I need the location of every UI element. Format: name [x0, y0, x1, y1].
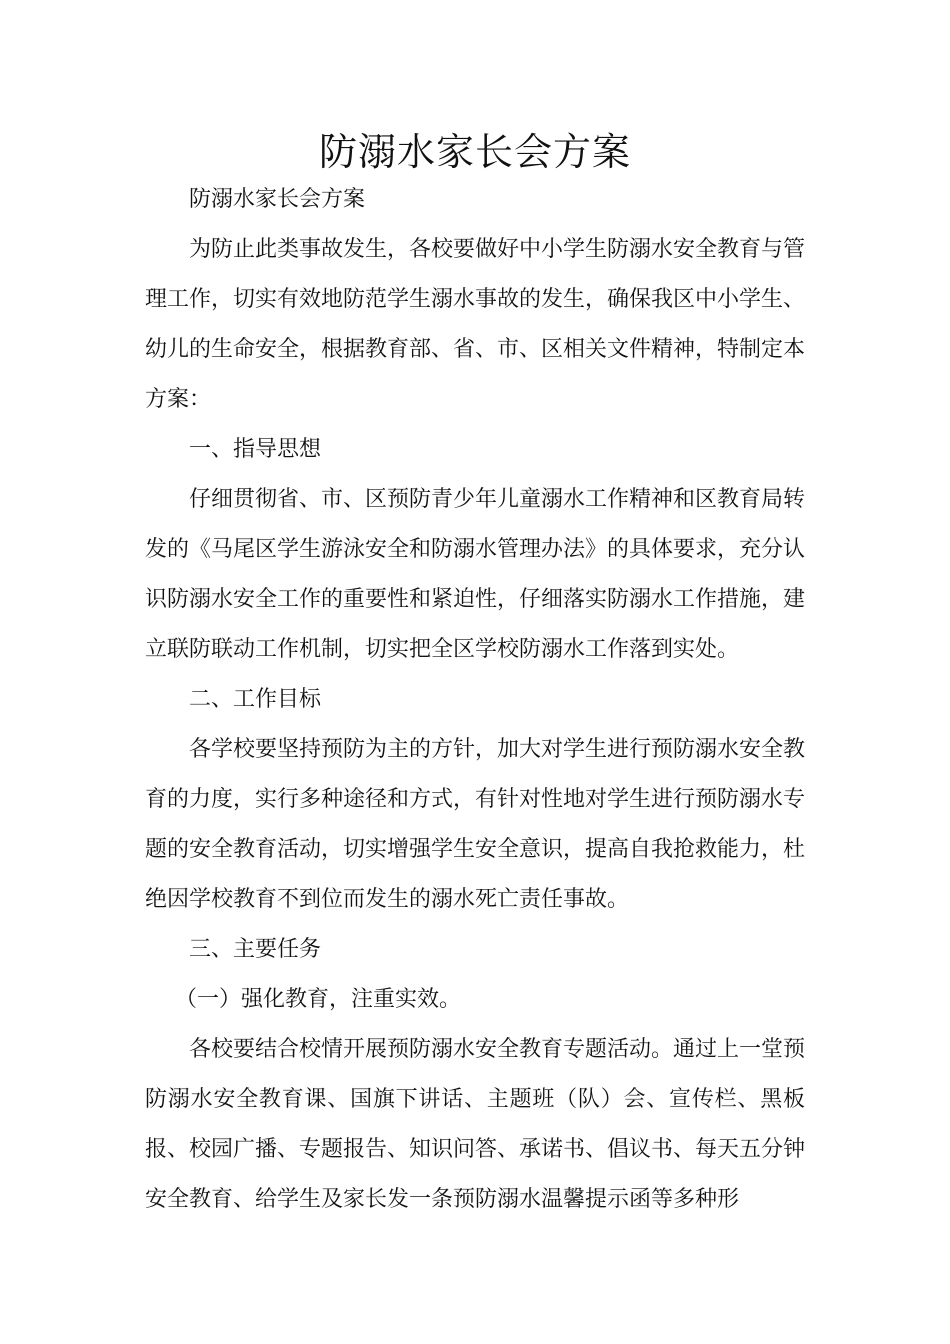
- document-title: 防溺水家长会方案: [318, 130, 631, 174]
- section-heading-guiding-idea: 一、指导思想: [189, 437, 322, 462]
- section-heading-work-goal: 二、工作目标: [189, 687, 322, 712]
- paragraph-guiding-idea: 仔细贯彻省、市、区预防青少年儿童溺水工作精神和区教育局转发的《马尾区学生游泳安全和防溺水管理办法》的具体要求，充分认识防溺水安全工作的重要性和紧迫性，仔细落实防溺水工作措施，建立联防联动工作机制，切实把全区学校防溺水工作落到实处。: [145, 487, 806, 662]
- document-body: [145, 175, 805, 1225]
- subsection-heading-education: （一）强化教育，注重实效。: [175, 987, 462, 1012]
- paragraph-subtitle: 防溺水家长会方案: [189, 187, 366, 212]
- paragraph-work-goal: 各学校要坚持预防为主的方针，加大对学生进行预防溺水安全教育的力度，实行多种途径和方式，有针对性地对学生进行预防溺水专题的安全教育活动，切实增强学生安全意识，提高自我抢救能力，杜绝因学校教育不到位而发生的溺水死亡责任事故。: [145, 737, 806, 912]
- paragraph-education: 各校要结合校情开展预防溺水安全教育专题活动。通过上一堂预防溺水安全教育课、国旗下讲话、主题班（队）会、宣传栏、黑板报、校园广播、专题报告、知识问答、承诺书、倡议书、每天五分钟安全教育、给学生及家长发一条预防溺水温馨提示函等多种形: [145, 1037, 806, 1212]
- paragraph-intro: 为防止此类事故发生，各校要做好中小学生防溺水安全教育与管理工作，切实有效地防范学生溺水事故的发生，确保我区中小学生、幼儿的生命安全，根据教育部、省、市、区相关文件精神，特制定本方案：: [145, 237, 806, 412]
- section-heading-main-tasks: 三、主要任务: [189, 937, 322, 962]
